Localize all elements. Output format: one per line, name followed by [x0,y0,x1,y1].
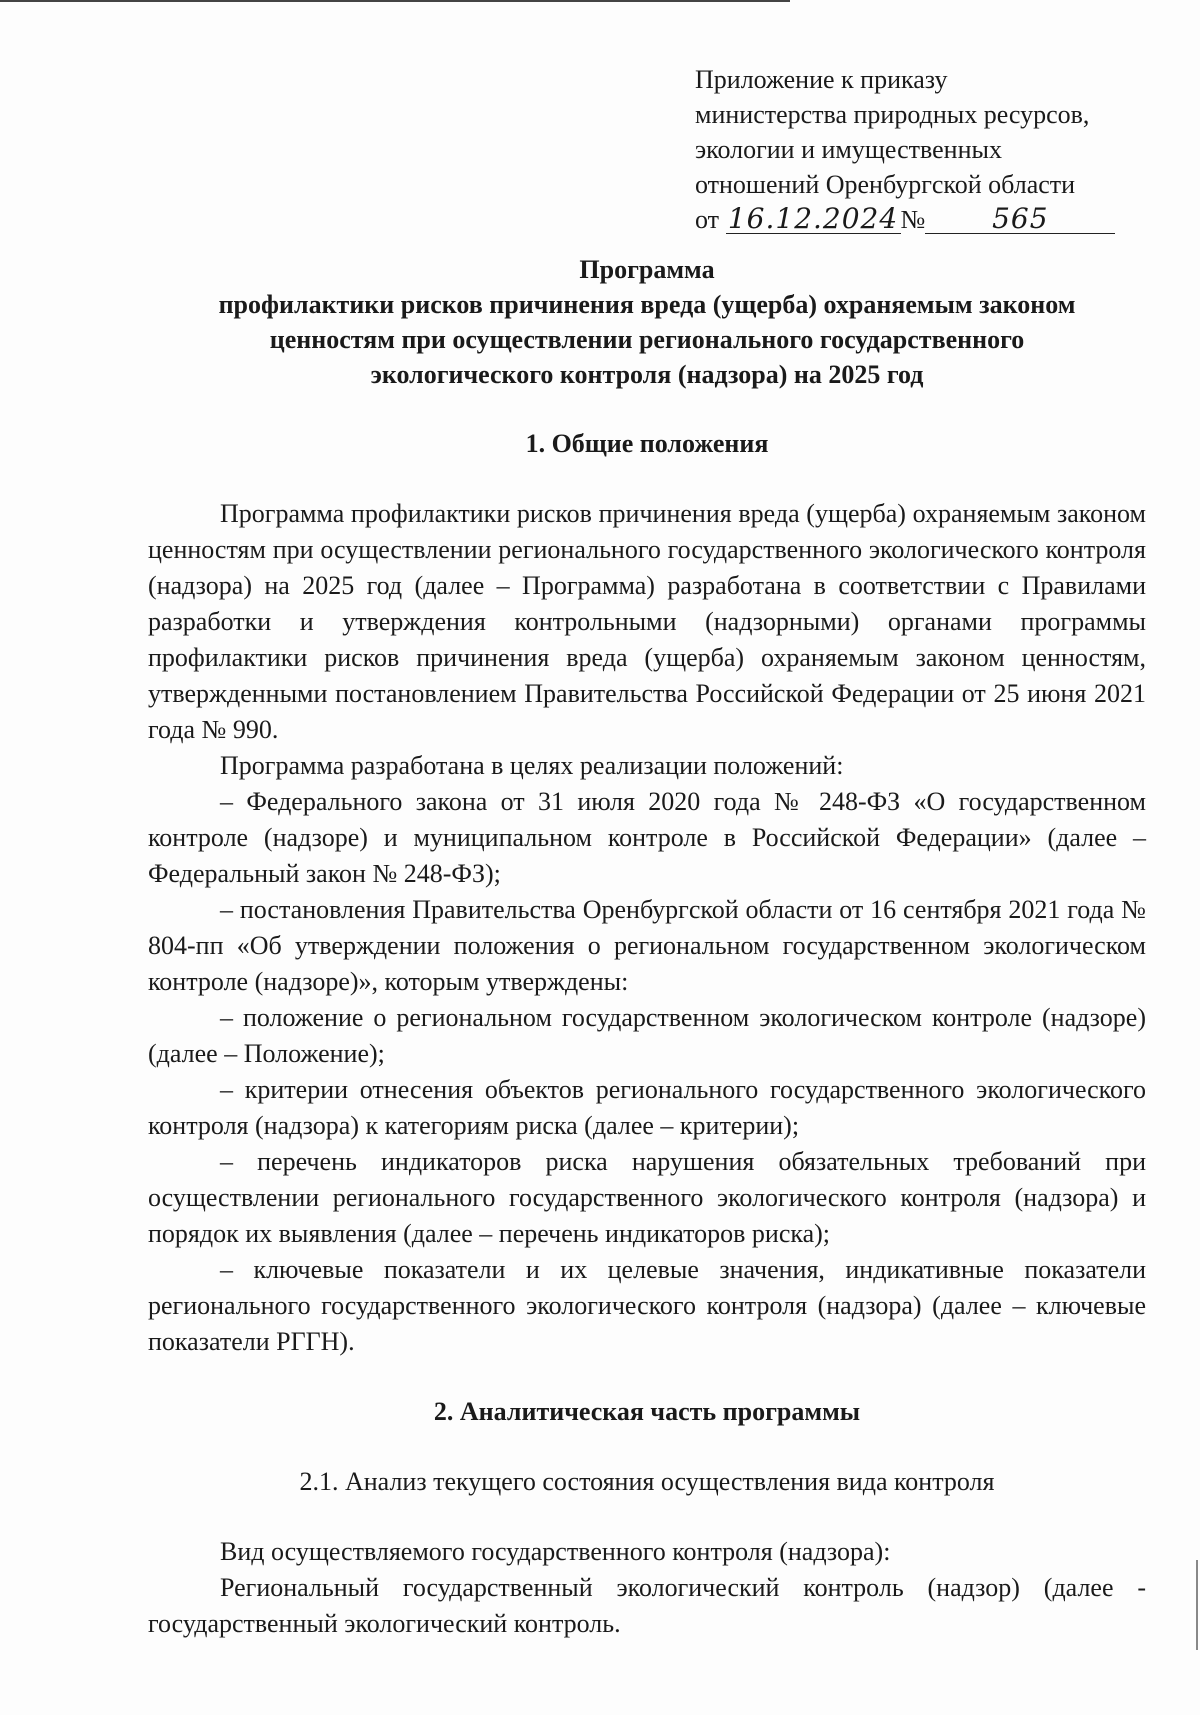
document-body [148,252,1146,1642]
paragraph: Региональный государственный экологический контроль (надзор) (далее - государственный экологический контроль. [148,1573,1146,1638]
list-item: – Федерального закона от 31 июля 2020 года № 248-ФЗ «О государственном контроле (надзоре) и муниципальном контроле в Российской Федерации» (далее – Федеральный закон № 248-ФЗ); [148,787,1146,888]
list-item: – критерии отнесения объектов регионального государственного экологического контроля (надзора) к категориям риска (далее – критерии); [148,1075,1146,1140]
title-line: профилактики рисков причинения вреда (ущерба) охраняемым законом [218,290,1076,319]
date-prefix: от [695,205,720,234]
scan-edge-line [0,0,790,2]
handwritten-number: 565 [925,205,1115,234]
document-title [148,252,1146,392]
appendix-block [695,62,1115,237]
appendix-date-line [695,202,1115,237]
paragraph: Вид осуществляемого государственного контроля (надзора): [220,1537,891,1566]
section-heading: 2. Аналитическая часть программы [433,1397,861,1426]
appendix-line: отношений Оренбургской области [695,170,1076,199]
handwritten-date: 16.12.2024 [726,205,901,234]
list-item: – перечень индикаторов риска нарушения обязательных требований при осуществлении регионального государственного экологического контроля (надзора) и порядок их выявления (далее – перечень индикаторов риска); [148,1147,1146,1248]
list-item: – постановления Правительства Оренбургской области от 16 сентября 2021 года № 804-пп «Об утверждении положения о региональном государственном экологическом контроле (надзоре)», которым утверждены: [148,895,1146,996]
title-line: Программа [579,255,715,284]
appendix-line: экологии и имущественных [695,135,1002,164]
title-line: ценностям при осуществлении регионального государственного [269,325,1025,354]
scan-edge-mark [1196,1560,1198,1650]
subsection-heading: 2.1. Анализ текущего состояния осуществления вида контроля [299,1467,995,1496]
title-line: экологического контроля (надзора) на 2025 год [370,360,924,389]
section-heading: 1. Общие положения [525,429,769,458]
paragraph: Программа разработана в целях реализации положений: [220,751,844,780]
number-sign: № [900,205,926,234]
list-item: – положение о региональном государственном экологическом контроле (надзоре) (далее – Положение); [148,1003,1146,1068]
appendix-line: Приложение к приказу [695,65,948,94]
appendix-line: министерства природных ресурсов, [695,100,1090,129]
list-item: – ключевые показатели и их целевые значения, индикативные показатели регионального государственного экологического контроля (надзора) (далее – ключевые показатели РГГН). [148,1255,1146,1356]
paragraph: Программа профилактики рисков причинения вреда (ущерба) охраняемым законом ценностям при осуществлении регионального государственного экологического контроля (надзора) на 2025 год (далее – Программа) разработана в соответствии с Правилами разработки и утверждения контрольными (надзорными) органами программы профилактики рисков причинения вреда (ущерба) охраняемым законом ценностям, утвержденными постановлением Правительства Российской Федерации от 25 июня 2021 года № 990. [148,499,1146,744]
